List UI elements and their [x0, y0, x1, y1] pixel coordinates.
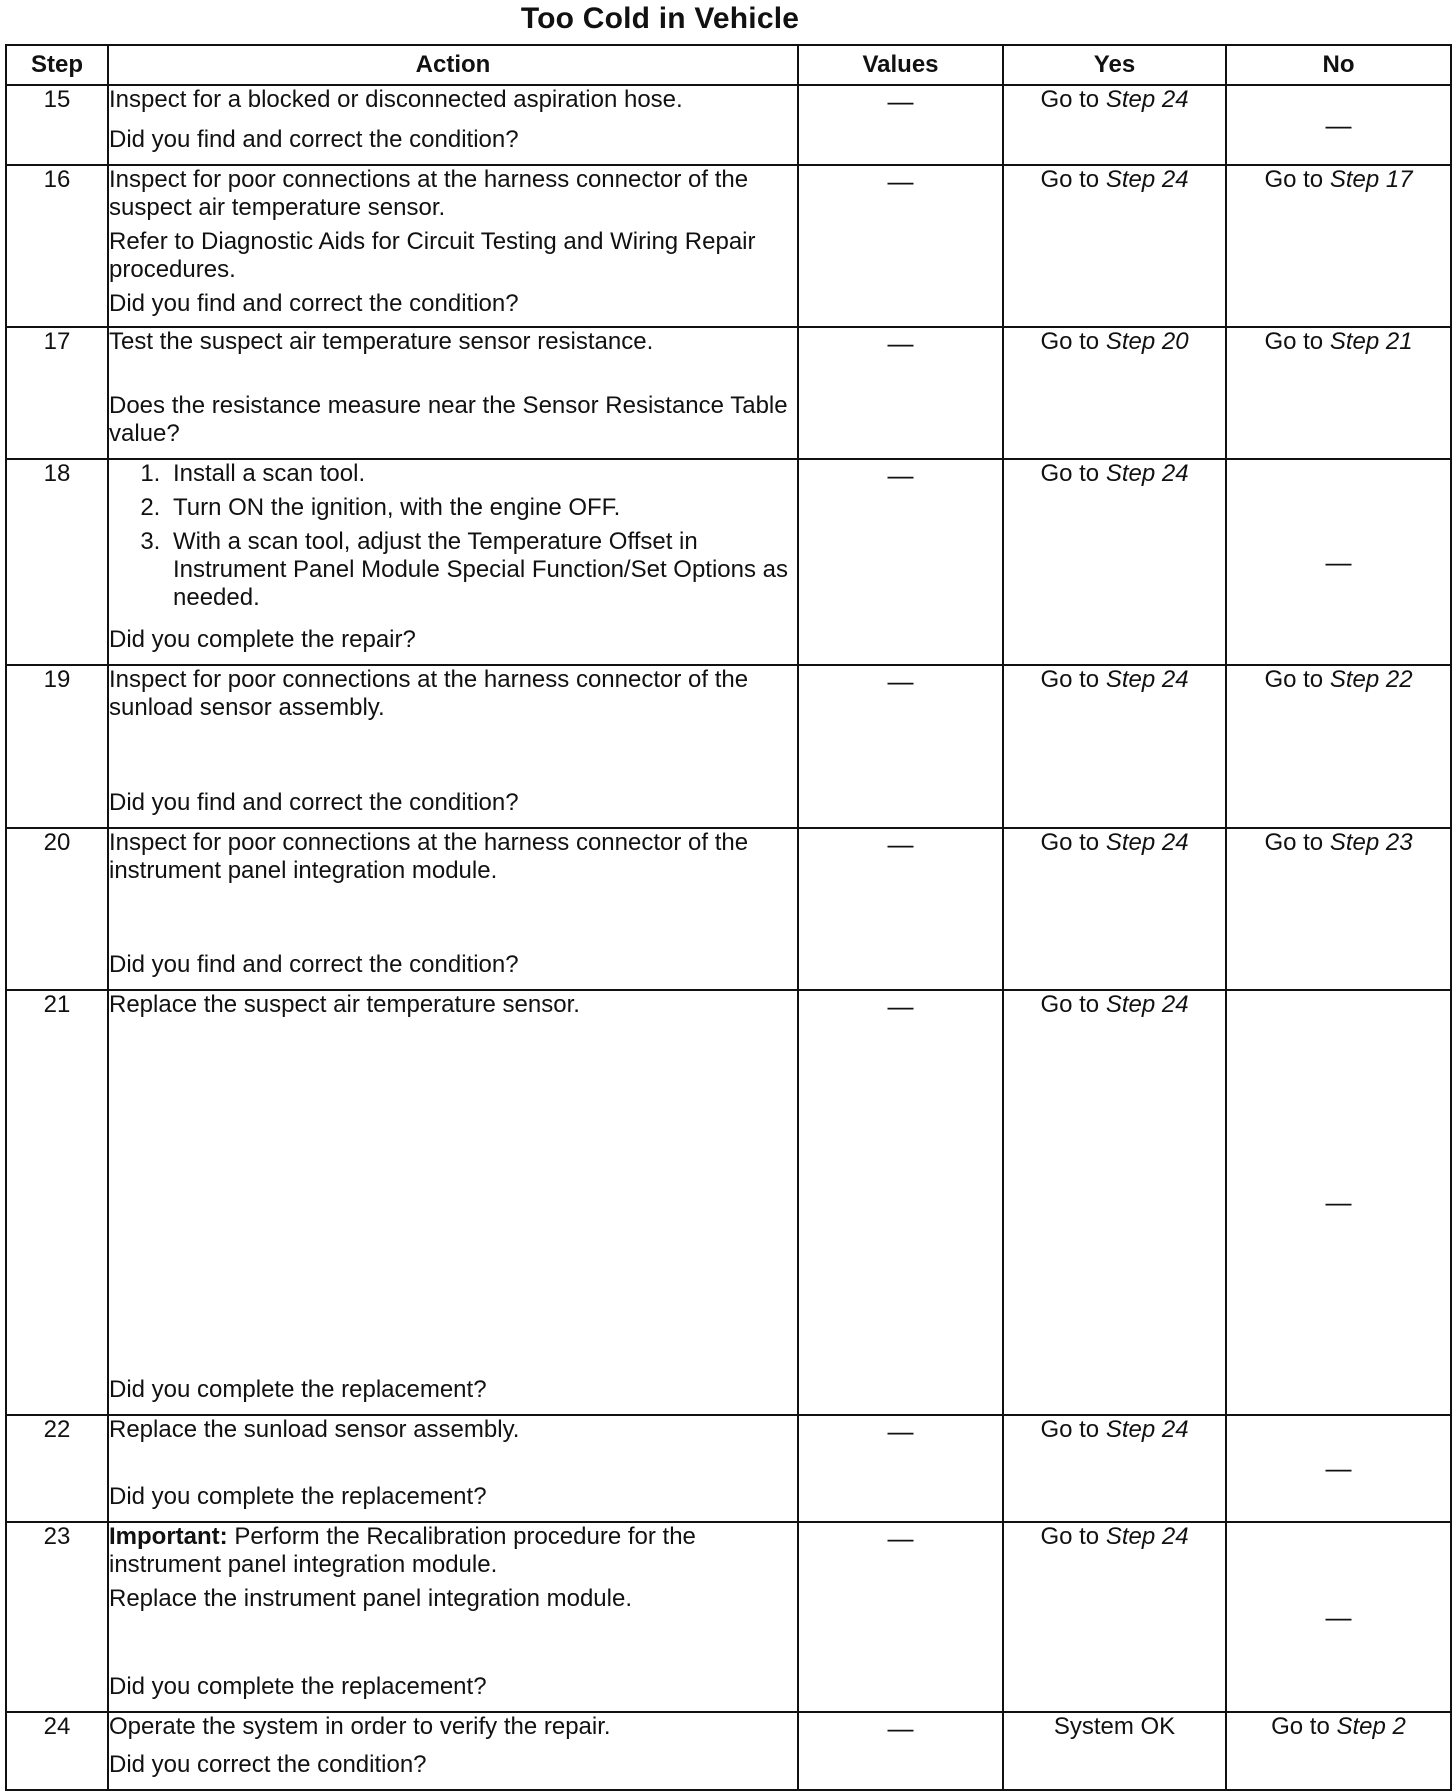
yes-cell	[1003, 85, 1226, 165]
action-cell	[108, 1712, 798, 1790]
no-cell	[1226, 990, 1451, 1415]
action-step-item: 3. With a scan tool, adjust the Temperature Offset in Instrument Panel Module Special Function/Set Options as needed.	[167, 528, 797, 612]
goto-step-word: Step	[1105, 166, 1156, 193]
table-row	[6, 828, 1451, 990]
values-cell	[798, 990, 1003, 1415]
no-cell	[1226, 1415, 1451, 1522]
action-text: Test the suspect air temperature sensor resistance.	[109, 328, 654, 355]
action-text: Replace the instrument panel integration module.	[109, 1585, 632, 1612]
action-question: Does the resistance measure near the Sensor Resistance Table value?	[109, 392, 788, 447]
step-number: 19	[6, 665, 108, 828]
goto-prefix: Go to	[1264, 328, 1324, 355]
action-content	[109, 166, 797, 316]
yes-goto	[1040, 1416, 1188, 1443]
action-cell	[108, 1522, 798, 1712]
diagnostic-table	[5, 44, 1452, 1791]
action-question: Did you find and correct the condition?	[109, 789, 519, 816]
goto-step-number: 21	[1385, 328, 1413, 355]
action-content	[109, 1713, 797, 1779]
goto-step-word: Step	[1105, 829, 1156, 856]
goto-prefix: Go to	[1040, 1523, 1100, 1550]
action-text: Inspect for a blocked or disconnected aspiration hose.	[109, 86, 683, 113]
action-content	[109, 1416, 797, 1511]
no-goto	[1264, 829, 1412, 856]
action-instructions	[109, 328, 797, 362]
no-cell	[1226, 1522, 1451, 1712]
action-instructions	[109, 166, 797, 290]
action-instructions	[109, 1713, 797, 1747]
yes-cell	[1003, 165, 1226, 327]
table-row	[6, 1712, 1451, 1790]
no-dash: —	[1325, 1453, 1352, 1483]
step-number: 22	[6, 1415, 108, 1522]
no-cell	[1226, 85, 1451, 165]
goto-step-word: Step	[1105, 1523, 1156, 1550]
action-cell	[108, 459, 798, 665]
important-label: Important:	[109, 1523, 228, 1550]
goto-step-number: 23	[1385, 829, 1413, 856]
no-cell	[1226, 1712, 1451, 1790]
step-number: 23	[6, 1522, 108, 1712]
action-text: Replace the sunload sensor assembly.	[109, 1416, 520, 1443]
goto-prefix: Go to	[1040, 991, 1100, 1018]
header-values: Values	[798, 45, 1003, 85]
goto-step-number: 24	[1161, 991, 1189, 1018]
goto-step-number: 24	[1161, 666, 1189, 693]
action-text: Inspect for poor connections at the harness connector of the sunload sensor assembly.	[109, 666, 749, 721]
yes-goto	[1040, 1523, 1188, 1550]
values-cell	[798, 1712, 1003, 1790]
goto-step-number: 17	[1385, 166, 1413, 193]
action-cell	[108, 828, 798, 990]
goto-step-word: Step	[1105, 460, 1156, 487]
table-row	[6, 327, 1451, 459]
step-number: 17	[6, 327, 108, 459]
action-text: Replace the suspect air temperature sensor.	[109, 991, 580, 1018]
step-number: 21	[6, 990, 108, 1415]
goto-prefix: Go to	[1040, 328, 1100, 355]
yes-cell	[1003, 1712, 1226, 1790]
no-cell	[1226, 459, 1451, 665]
important-note	[109, 1523, 797, 1579]
yes-goto	[1040, 328, 1188, 355]
no-dash: —	[1325, 109, 1352, 140]
no-goto	[1264, 166, 1412, 193]
action-step-item: 1. Install a scan tool.	[167, 460, 797, 488]
values-dash: —	[887, 829, 914, 859]
yes-cell	[1003, 665, 1226, 828]
action-cell	[108, 990, 798, 1415]
goto-prefix: Go to	[1271, 1713, 1330, 1740]
yes-cell	[1003, 327, 1226, 459]
action-text: Inspect for poor connections at the harness connector of the instrument panel integration module.	[109, 829, 749, 884]
yes-goto	[1040, 166, 1188, 193]
values-cell	[798, 1522, 1003, 1712]
action-instructions	[109, 1523, 797, 1619]
action-instructions	[109, 666, 797, 728]
goto-step-number: 24	[1161, 166, 1189, 193]
page-title: Too Cold in Vehicle	[520, 2, 800, 35]
goto-step-number: 2	[1392, 1713, 1406, 1740]
table-body	[6, 85, 1451, 1790]
values-cell	[798, 85, 1003, 165]
values-dash: —	[887, 1416, 914, 1446]
no-goto	[1271, 1713, 1406, 1740]
table-row	[6, 665, 1451, 828]
goto-prefix: Go to	[1040, 460, 1100, 487]
important-text: Perform the Recalibration procedure for the instrument panel integration module.	[109, 1523, 696, 1578]
action-content	[109, 460, 797, 654]
action-instructions	[109, 829, 797, 891]
action-instructions	[109, 1416, 797, 1450]
action-cell	[108, 327, 798, 459]
action-question: Did you correct the condition?	[109, 1751, 427, 1778]
values-cell	[798, 665, 1003, 828]
yes-cell	[1003, 1415, 1226, 1522]
goto-step-word: Step	[1105, 86, 1156, 113]
no-dash: —	[1325, 546, 1352, 577]
no-cell	[1226, 327, 1451, 459]
values-dash: —	[887, 991, 914, 1021]
action-text: Operate the system in order to verify the repair.	[109, 1713, 611, 1740]
yes-goto	[1040, 829, 1188, 856]
yes-cell	[1003, 828, 1226, 990]
table-row	[6, 85, 1451, 165]
goto-prefix: Go to	[1040, 166, 1100, 193]
no-cell	[1226, 165, 1451, 327]
goto-step-word: Step	[1105, 991, 1156, 1018]
goto-step-word: Step	[1329, 166, 1380, 193]
values-dash: —	[887, 666, 914, 696]
step-number: 15	[6, 85, 108, 165]
no-goto	[1264, 666, 1412, 693]
header-yes: Yes	[1003, 45, 1226, 85]
goto-step-number: 24	[1161, 1416, 1189, 1443]
no-dash: —	[1325, 1187, 1352, 1217]
goto-step-word: Step	[1329, 829, 1380, 856]
action-question: Did you find and correct the condition?	[109, 126, 519, 153]
values-dash: —	[887, 86, 914, 116]
goto-step-number: 24	[1161, 86, 1189, 113]
goto-prefix: Go to	[1040, 829, 1100, 856]
action-text: Refer to Diagnostic Aids for Circuit Testing and Wiring Repair procedures.	[109, 228, 756, 283]
yes-cell	[1003, 1522, 1226, 1712]
yes-result: System OK	[1053, 1713, 1176, 1740]
goto-prefix: Go to	[1264, 829, 1324, 856]
step-number: 24	[6, 1712, 108, 1790]
table-row	[6, 1522, 1451, 1712]
action-question: Did you find and correct the condition?	[109, 290, 519, 317]
no-dash: —	[1325, 1601, 1352, 1632]
values-cell	[798, 165, 1003, 327]
goto-prefix: Go to	[1264, 166, 1324, 193]
values-cell	[798, 459, 1003, 665]
table-row	[6, 990, 1451, 1415]
action-cell	[108, 165, 798, 327]
table-row	[6, 165, 1451, 327]
values-dash: —	[887, 1713, 914, 1743]
header-no: No	[1226, 45, 1451, 85]
no-cell	[1226, 665, 1451, 828]
goto-step-word: Step	[1105, 666, 1156, 693]
goto-step-word: Step	[1329, 328, 1380, 355]
action-content	[109, 991, 797, 1404]
yes-goto	[1040, 991, 1188, 1018]
action-content	[109, 829, 797, 979]
header-step: Step	[6, 45, 108, 85]
goto-prefix: Go to	[1040, 86, 1100, 113]
yes-cell	[1003, 990, 1226, 1415]
goto-prefix: Go to	[1040, 666, 1100, 693]
action-question: Did you complete the replacement?	[109, 1376, 487, 1403]
step-number: 20	[6, 828, 108, 990]
action-instructions	[109, 86, 797, 120]
goto-step-word: Step	[1336, 1713, 1386, 1740]
goto-step-number: 20	[1161, 328, 1189, 355]
no-goto	[1264, 328, 1412, 355]
action-cell	[108, 85, 798, 165]
header-row	[6, 45, 1451, 85]
values-dash: —	[887, 460, 914, 490]
table-row	[6, 459, 1451, 665]
no-cell	[1226, 828, 1451, 990]
action-content	[109, 1523, 797, 1701]
action-text: Inspect for poor connections at the harness connector of the suspect air temperature sensor.	[109, 166, 749, 221]
action-question: Did you find and correct the condition?	[109, 951, 519, 978]
step-number: 16	[6, 165, 108, 327]
values-cell	[798, 327, 1003, 459]
goto-step-word: Step	[1105, 328, 1156, 355]
values-dash: —	[887, 1523, 914, 1553]
values-cell	[798, 1415, 1003, 1522]
goto-step-word: Step	[1105, 1416, 1156, 1443]
action-question: Did you complete the repair?	[109, 626, 416, 653]
goto-prefix: Go to	[1040, 1416, 1100, 1443]
values-cell	[798, 828, 1003, 990]
goto-step-number: 24	[1161, 1523, 1189, 1550]
goto-step-word: Step	[1329, 666, 1380, 693]
values-dash: —	[887, 166, 914, 196]
action-cell	[108, 1415, 798, 1522]
yes-goto	[1040, 460, 1188, 487]
goto-step-number: 24	[1161, 829, 1189, 856]
yes-cell	[1003, 459, 1226, 665]
values-dash: —	[887, 328, 914, 358]
action-cell	[108, 665, 798, 828]
action-steps-list	[109, 460, 797, 612]
table-row	[6, 1415, 1451, 1522]
action-question: Did you complete the replacement?	[109, 1483, 487, 1510]
header-action: Action	[108, 45, 798, 85]
yes-goto	[1040, 666, 1188, 693]
goto-step-number: 24	[1161, 460, 1189, 487]
step-number: 18	[6, 459, 108, 665]
yes-goto	[1040, 86, 1188, 113]
action-content	[109, 86, 797, 154]
action-step-item: 2. Turn ON the ignition, with the engine OFF.	[167, 494, 797, 522]
action-question: Did you complete the replacement?	[109, 1673, 487, 1700]
action-content	[109, 328, 797, 448]
action-instructions	[109, 991, 797, 1025]
goto-prefix: Go to	[1264, 666, 1324, 693]
goto-step-number: 22	[1385, 666, 1413, 693]
action-content	[109, 666, 797, 817]
action-instructions	[109, 460, 797, 618]
